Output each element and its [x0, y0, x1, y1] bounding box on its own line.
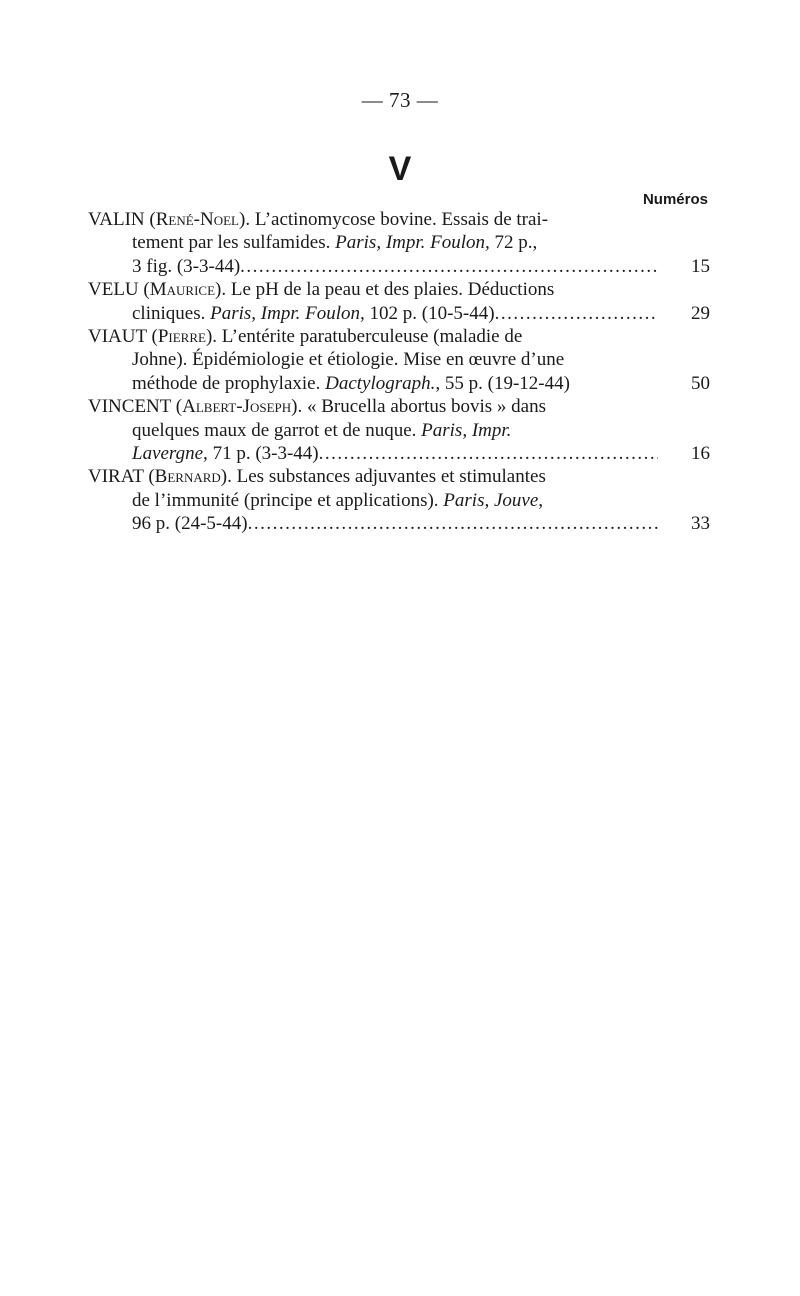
entry-imprint: Paris, Jouve, — [443, 489, 544, 511]
entry-title-cont: quelques maux de garrot et de nuque. — [132, 419, 417, 441]
entry-title-cont: Johne). Épidémiologie et étiologie. Mise en œuvre d’une — [132, 349, 565, 371]
bibliography-list — [88, 208, 710, 535]
author-given-name: (Albert-Joseph). — [175, 396, 303, 418]
entry-imprint: Paris, Impr. Foulon, — [210, 302, 365, 324]
bibliography-entry — [88, 325, 710, 395]
entry-number: 16 — [691, 442, 710, 464]
entry-title: L’entérite paratuberculeuse (maladie de — [221, 325, 523, 347]
entry-details — [132, 442, 319, 465]
column-header-numeros: Numéros — [642, 191, 708, 208]
entry-pages: 71 p. (3-3-44) — [212, 442, 319, 464]
bibliography-entry — [88, 208, 710, 278]
entry-pages: 72 p., — [494, 232, 538, 254]
entry-imprint: Dactylograph., — [325, 372, 441, 394]
dot-leader — [495, 302, 658, 325]
dot-leader — [248, 512, 658, 535]
entry-title-cont: méthode de prophylaxie. — [132, 372, 321, 394]
author-surname: VINCENT — [88, 396, 172, 418]
entry-number: 50 — [691, 372, 710, 394]
section-letter: V — [388, 150, 412, 188]
entry-title-cont: de l’immunité (principe et applications). — [132, 489, 439, 511]
entry-title: Les substances adjuvantes et stimulantes — [236, 466, 546, 488]
entry-title: L’actinomycose bovine. Essais de trai- — [254, 209, 549, 230]
entry-title: « Brucella abortus bovis » dans — [306, 396, 547, 418]
page-number: — 73 — — [361, 88, 439, 112]
entry-imprint: Paris, Impr. — [421, 419, 512, 441]
entry-pages: 102 p. (10-5-44) — [369, 302, 495, 324]
author-surname: VIAUT — [88, 325, 147, 347]
bibliography-entry — [88, 465, 710, 535]
entry-pages: 55 p. (19-12-44) — [444, 372, 570, 394]
entry-title-cont: cliniques. — [132, 302, 206, 324]
entry-imprint: Paris, Impr. Foulon, — [335, 232, 490, 254]
entry-details — [132, 372, 570, 395]
bibliography-entry — [88, 395, 710, 465]
entry-title: Le pH de la peau et des plaies. Déductions — [230, 279, 555, 301]
entry-number: 29 — [691, 302, 710, 324]
entry-details: 96 p. (24-5-44) — [132, 513, 248, 535]
dot-leader — [319, 442, 658, 465]
author-given-name: (Pierre). — [151, 325, 218, 347]
entry-details: 3 fig. (3-3-44) — [132, 255, 241, 277]
author-surname: VALIN — [88, 209, 145, 230]
entry-number: 15 — [691, 255, 710, 277]
entry-publisher: Lavergne, — [132, 442, 208, 464]
author-surname: VELU — [88, 279, 139, 301]
entry-details — [132, 302, 495, 325]
author-surname: VIRAT — [88, 466, 144, 488]
author-given-name: (Maurice). — [143, 279, 227, 301]
entry-title-cont: tement par les sulfamides. — [132, 232, 331, 254]
dot-leader — [240, 255, 658, 278]
author-given-name: (René-Noel). — [149, 209, 251, 230]
entry-number: 33 — [691, 513, 710, 535]
author-given-name: (Bernard). — [148, 466, 232, 488]
bibliography-entry — [88, 278, 710, 325]
